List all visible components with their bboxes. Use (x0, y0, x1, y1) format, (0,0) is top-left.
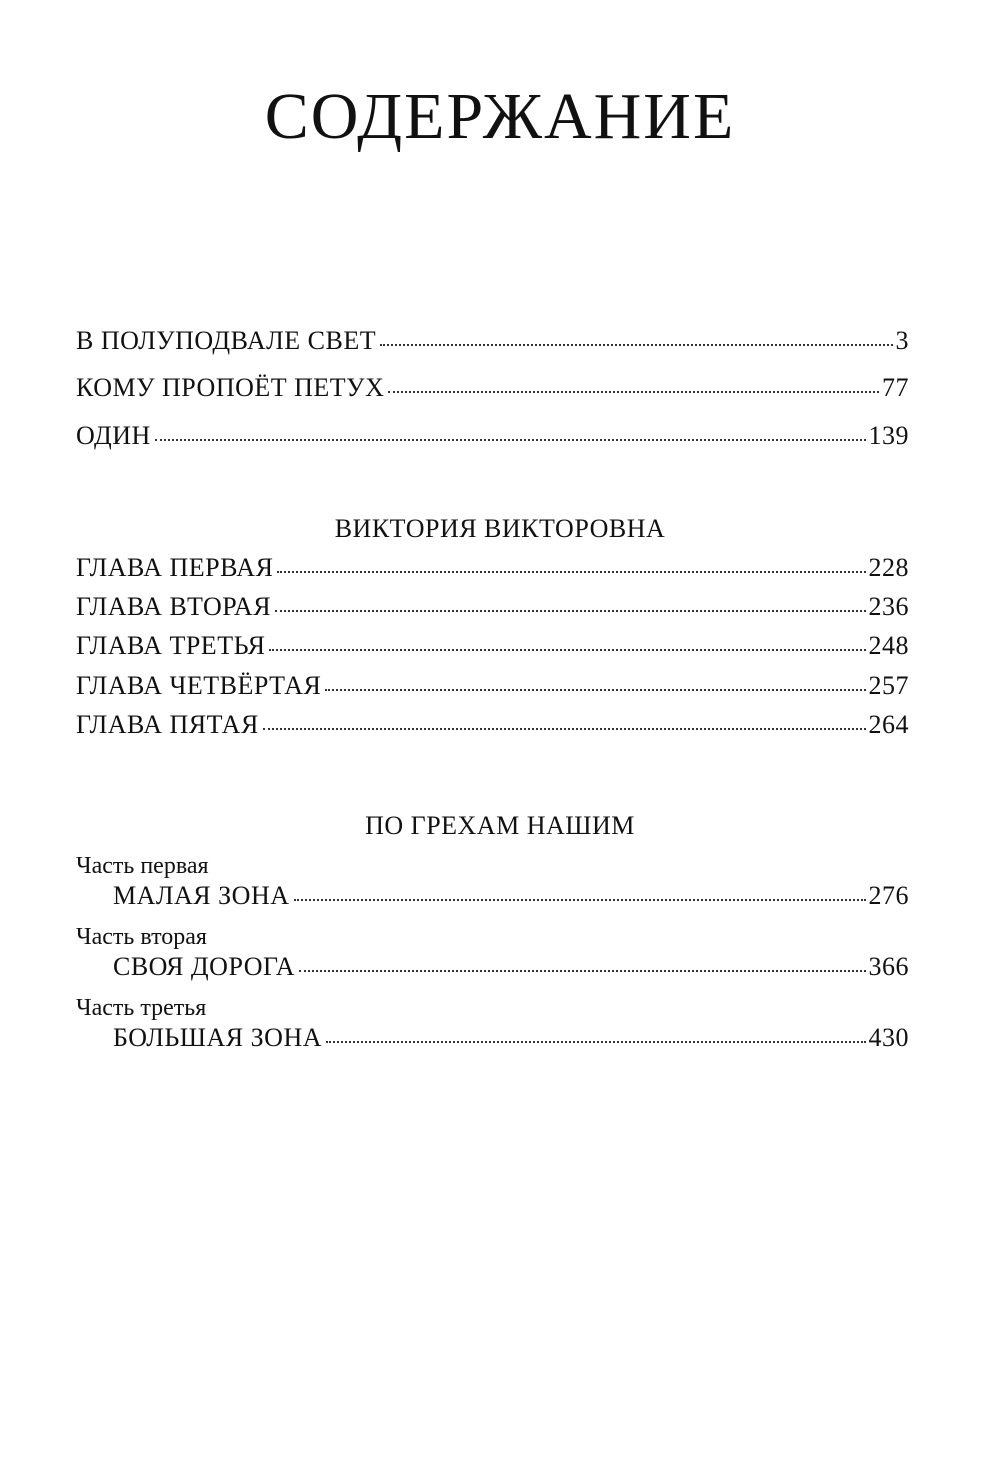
dot-leader (294, 899, 866, 901)
part-label: Часть первая (76, 853, 209, 879)
toc-entry-label: ГЛАВА ЧЕТВЁРТАЯ (76, 671, 322, 700)
toc-entry[interactable] (113, 1025, 909, 1051)
page-title: СОДЕРЖАНИЕ (264, 80, 736, 153)
part-label: Часть третья (76, 995, 207, 1021)
toc-entry-page: 248 (868, 631, 909, 660)
toc-entry-label: ГЛАВА ПЕРВАЯ (76, 553, 274, 582)
section-heading-sins: ПО ГРЕХАМ НАШИМ (365, 811, 635, 840)
toc-entry[interactable] (113, 883, 909, 909)
toc-entry-page: 77 (882, 373, 909, 402)
toc-entry[interactable] (76, 673, 909, 699)
dot-leader (325, 689, 865, 691)
toc-entry-page: 236 (868, 592, 909, 621)
toc-entry-page: 228 (868, 553, 909, 582)
toc-entry-page: 264 (868, 710, 909, 739)
toc-entry[interactable] (76, 555, 909, 581)
toc-entry[interactable] (76, 328, 909, 354)
toc-entry-page: 430 (868, 1023, 909, 1052)
toc-entry-label: ГЛАВА ПЯТАЯ (76, 710, 259, 739)
toc-entry[interactable] (76, 633, 909, 659)
toc-entry-page: 366 (868, 952, 909, 981)
dot-leader (326, 1041, 866, 1043)
toc-entry-label: СВОЯ ДОРОГА (113, 952, 295, 981)
part-label: Часть вторая (76, 924, 207, 950)
dot-leader (299, 970, 866, 972)
dot-leader (277, 571, 865, 573)
toc-entry-label: ОДИН (76, 421, 151, 450)
toc-entry[interactable] (76, 423, 909, 449)
toc-entry[interactable] (76, 712, 909, 738)
toc-entry-page: 139 (868, 421, 909, 450)
toc-entry-label: ГЛАВА ВТОРАЯ (76, 592, 272, 621)
dot-leader (263, 728, 866, 730)
dot-leader (269, 649, 865, 651)
dot-leader (388, 391, 879, 393)
toc-entry-label: МАЛАЯ ЗОНА (113, 881, 290, 910)
toc-entry[interactable] (113, 954, 909, 980)
section-heading-victoria: ВИКТОРИЯ ВИКТОРОВНА (334, 514, 666, 543)
dot-leader (275, 610, 865, 612)
toc-entry[interactable] (76, 594, 909, 620)
toc-entry-page: 3 (895, 326, 909, 355)
toc-entry-label: В ПОЛУПОДВАЛЕ СВЕТ (76, 326, 377, 355)
toc-entry-label: БОЛЬШАЯ ЗОНА (113, 1023, 322, 1052)
dot-leader (155, 439, 866, 441)
toc-entry-label: КОМУ ПРОПОЁТ ПЕТУХ (76, 373, 385, 402)
toc-entry-page: 257 (868, 671, 909, 700)
dot-leader (380, 344, 892, 346)
toc-entry-label: ГЛАВА ТРЕТЬЯ (76, 631, 266, 660)
toc-entry-page: 276 (868, 881, 909, 910)
toc-entry[interactable] (76, 375, 909, 401)
